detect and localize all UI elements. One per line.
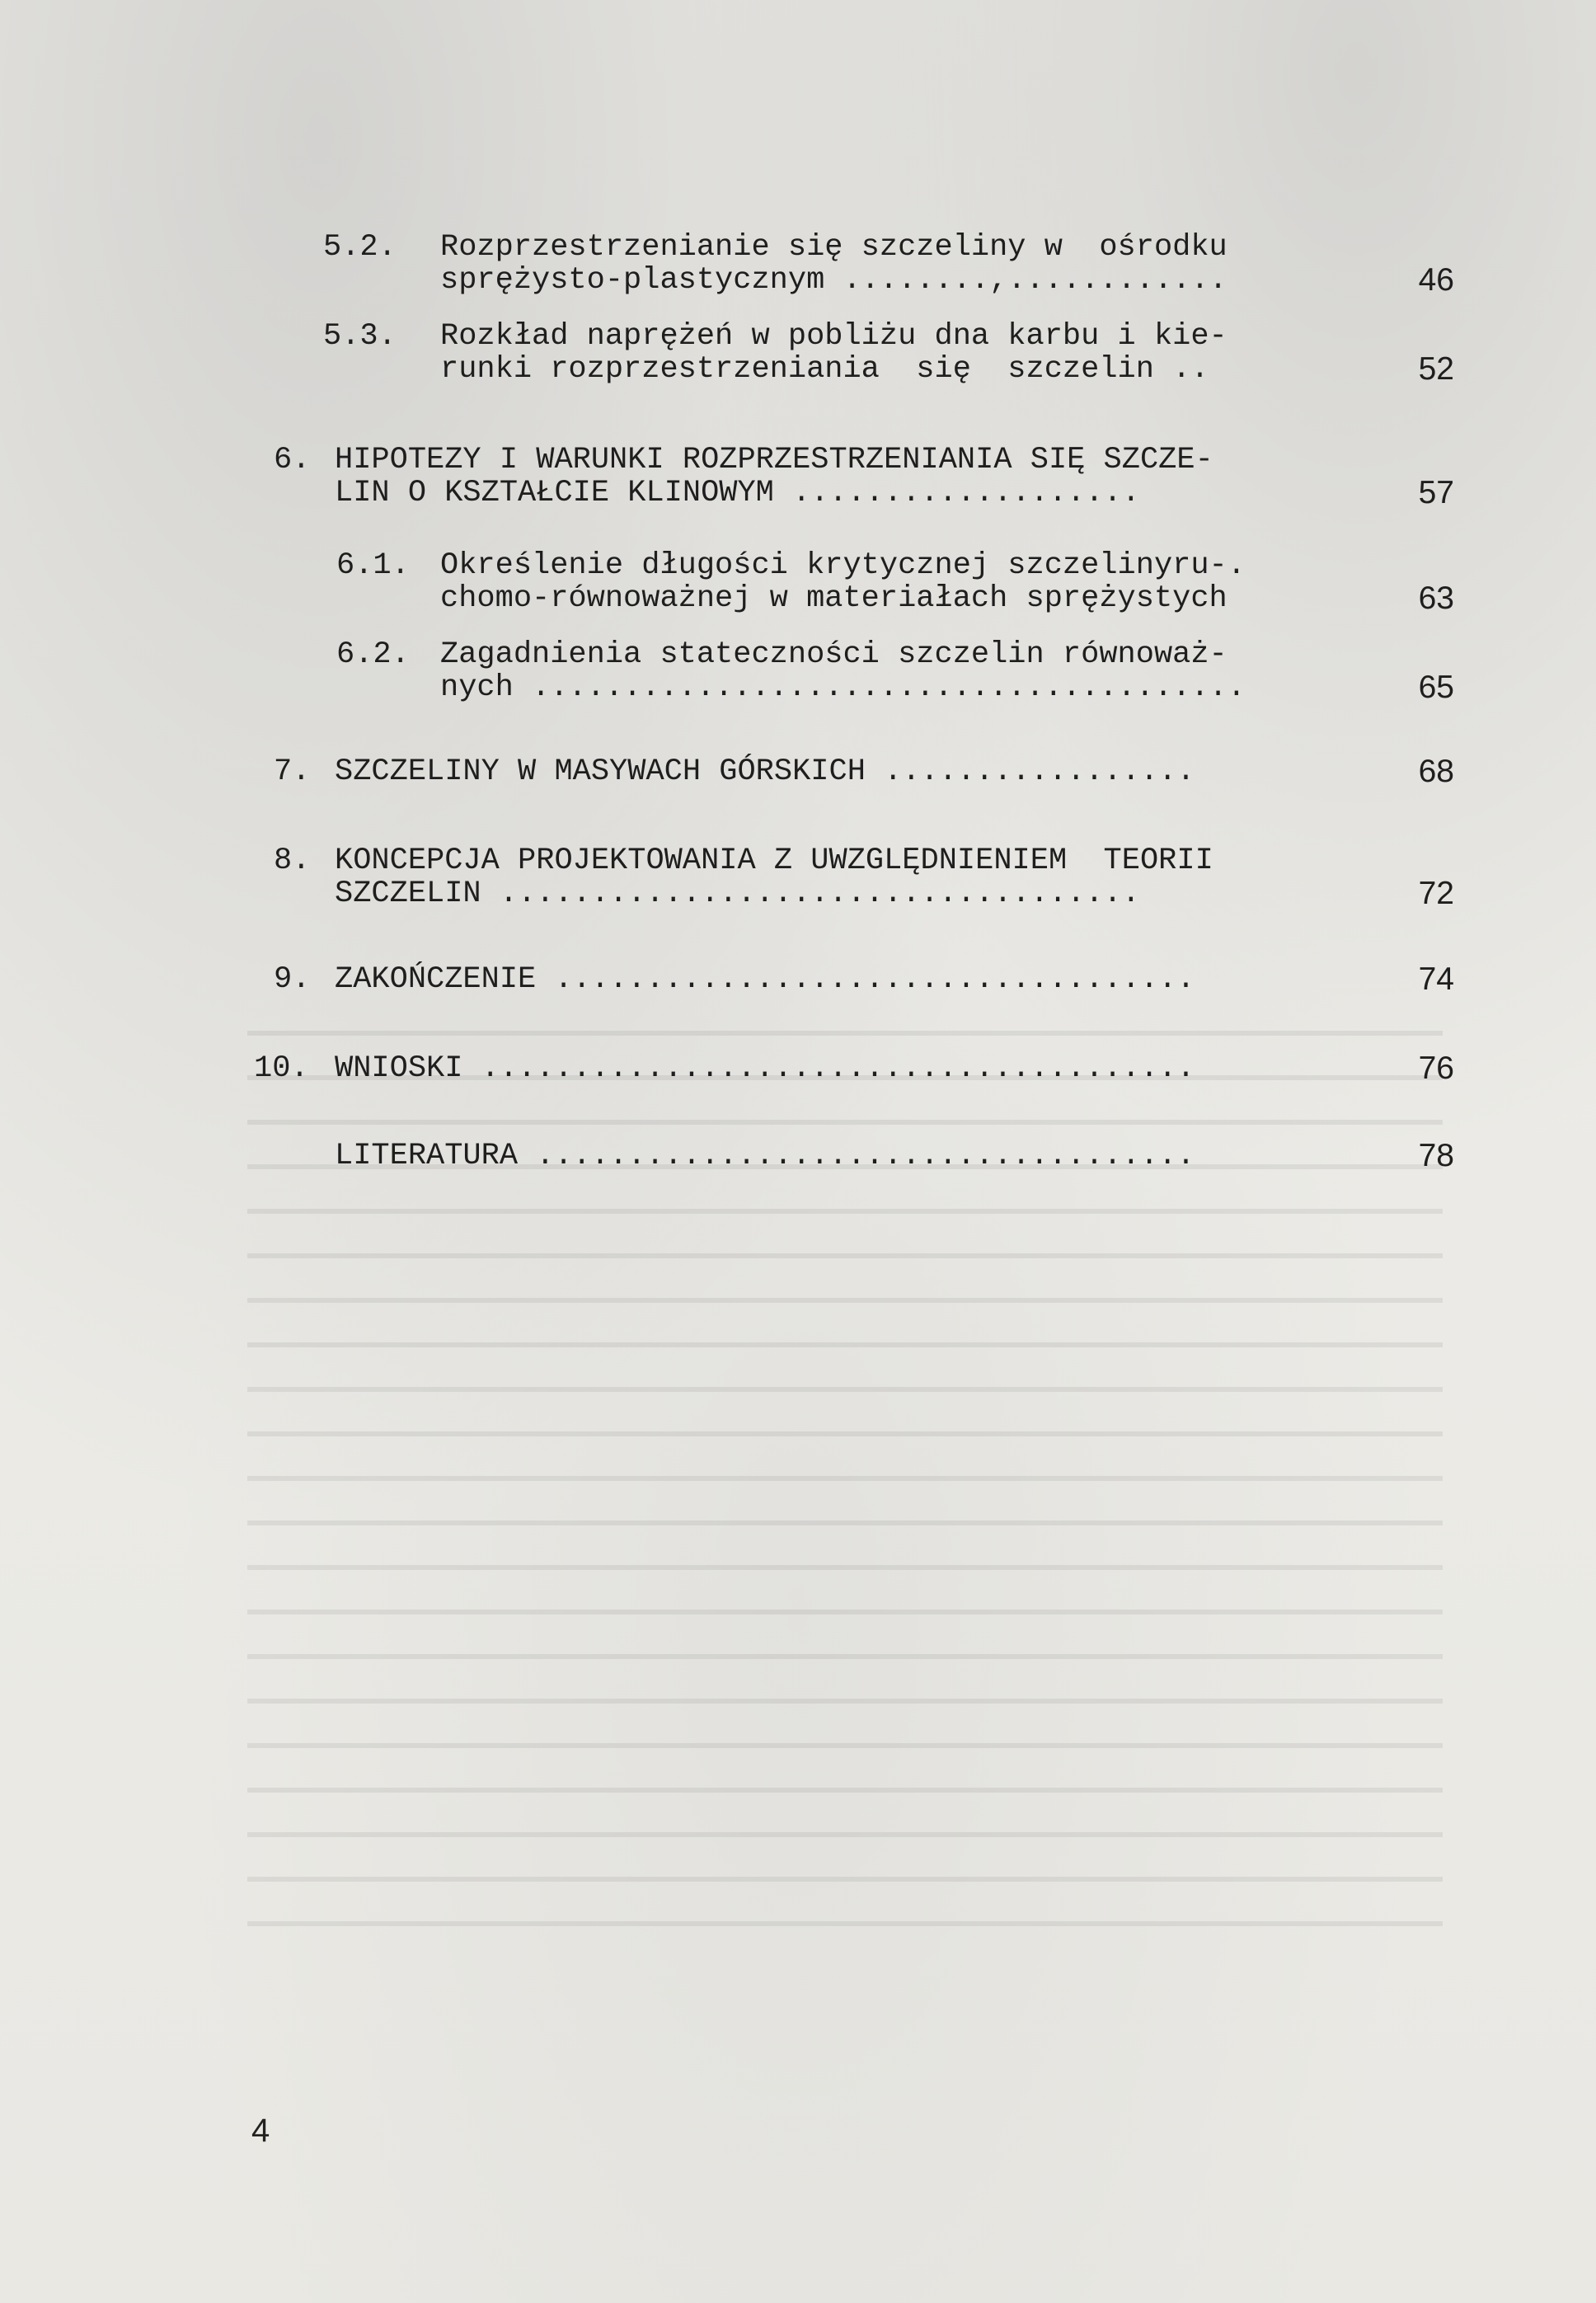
toc-entry-title-line1: WNIOSKI ....................................... — [335, 1051, 1195, 1086]
toc-entry-title-line2: sprężysto-plastycznym ........,............ — [440, 263, 1228, 298]
toc-entry-number: 9. — [274, 962, 311, 997]
toc-entry-page: 76 — [1418, 1050, 1454, 1086]
toc-entry-title-line1: SZCZELINY W MASYWACH GÓRSKICH ................. — [335, 754, 1195, 789]
toc-entry-number: 10. — [254, 1051, 309, 1086]
toc-entry-page: 72 — [1418, 876, 1454, 911]
toc-entry-title-line1: Rozprzestrzenianie się szczeliny w ośrodku — [440, 230, 1228, 265]
toc-entry-title-line2: runki rozprzestrzeniania się szczelin .. — [440, 352, 1209, 387]
toc-entry-title-line1: Zagadnienia stateczności szczelin równoważ- — [440, 637, 1228, 672]
toc-entry-page: 68 — [1418, 754, 1454, 789]
toc-entry-page: 52 — [1418, 351, 1454, 387]
toc-entry-title-line1: LITERATURA .................................... — [335, 1139, 1195, 1173]
toc-entry-title-line1: KONCEPCJA PROJEKTOWANIA Z UWZGLĘDNIENIEM TEORII — [335, 844, 1213, 878]
toc-entry-number: 5.3. — [323, 319, 397, 354]
toc-entry-page: 46 — [1418, 262, 1454, 298]
toc-entry-title-line1: Określenie długości krytycznej szczelinyru-. — [440, 548, 1246, 583]
toc-entry-title-line1: ZAKOŃCZENIE ................................... — [335, 962, 1195, 997]
toc-entry-title-line2: LIN O KSZTAŁCIE KLINOWYM ................... — [335, 476, 1140, 510]
toc-entry-title-line2: SZCZELIN ................................... — [335, 877, 1140, 911]
toc-entry-number: 5.2. — [323, 230, 397, 265]
toc-entry-page: 78 — [1418, 1138, 1454, 1173]
toc-entry-number: 8. — [274, 844, 311, 878]
toc-entry-number: 7. — [274, 754, 311, 789]
toc-entry-title-line2: chomo-równoważnej w materiałach sprężystych — [440, 581, 1228, 616]
toc-entry-number: 6.1. — [336, 548, 410, 583]
toc-entry-title-line1: HIPOTEZY I WARUNKI ROZPRZESTRZENIANIA SIĘ SZCZE- — [335, 443, 1213, 477]
page-number: 4 — [251, 2113, 270, 2149]
toc-entry-page: 65 — [1418, 670, 1454, 705]
toc-entry-number: 6. — [274, 443, 311, 477]
toc-entry-page: 63 — [1418, 580, 1454, 616]
toc-entry-number: 6.2. — [336, 637, 410, 672]
toc-entry-page: 57 — [1418, 475, 1454, 510]
toc-entry-title-line1: Rozkład naprężeń w pobliżu dna karbu i kie- — [440, 319, 1228, 354]
toc-entry-title-line2: nych ....................................... — [440, 670, 1246, 705]
toc-entry-page: 74 — [1418, 961, 1454, 997]
